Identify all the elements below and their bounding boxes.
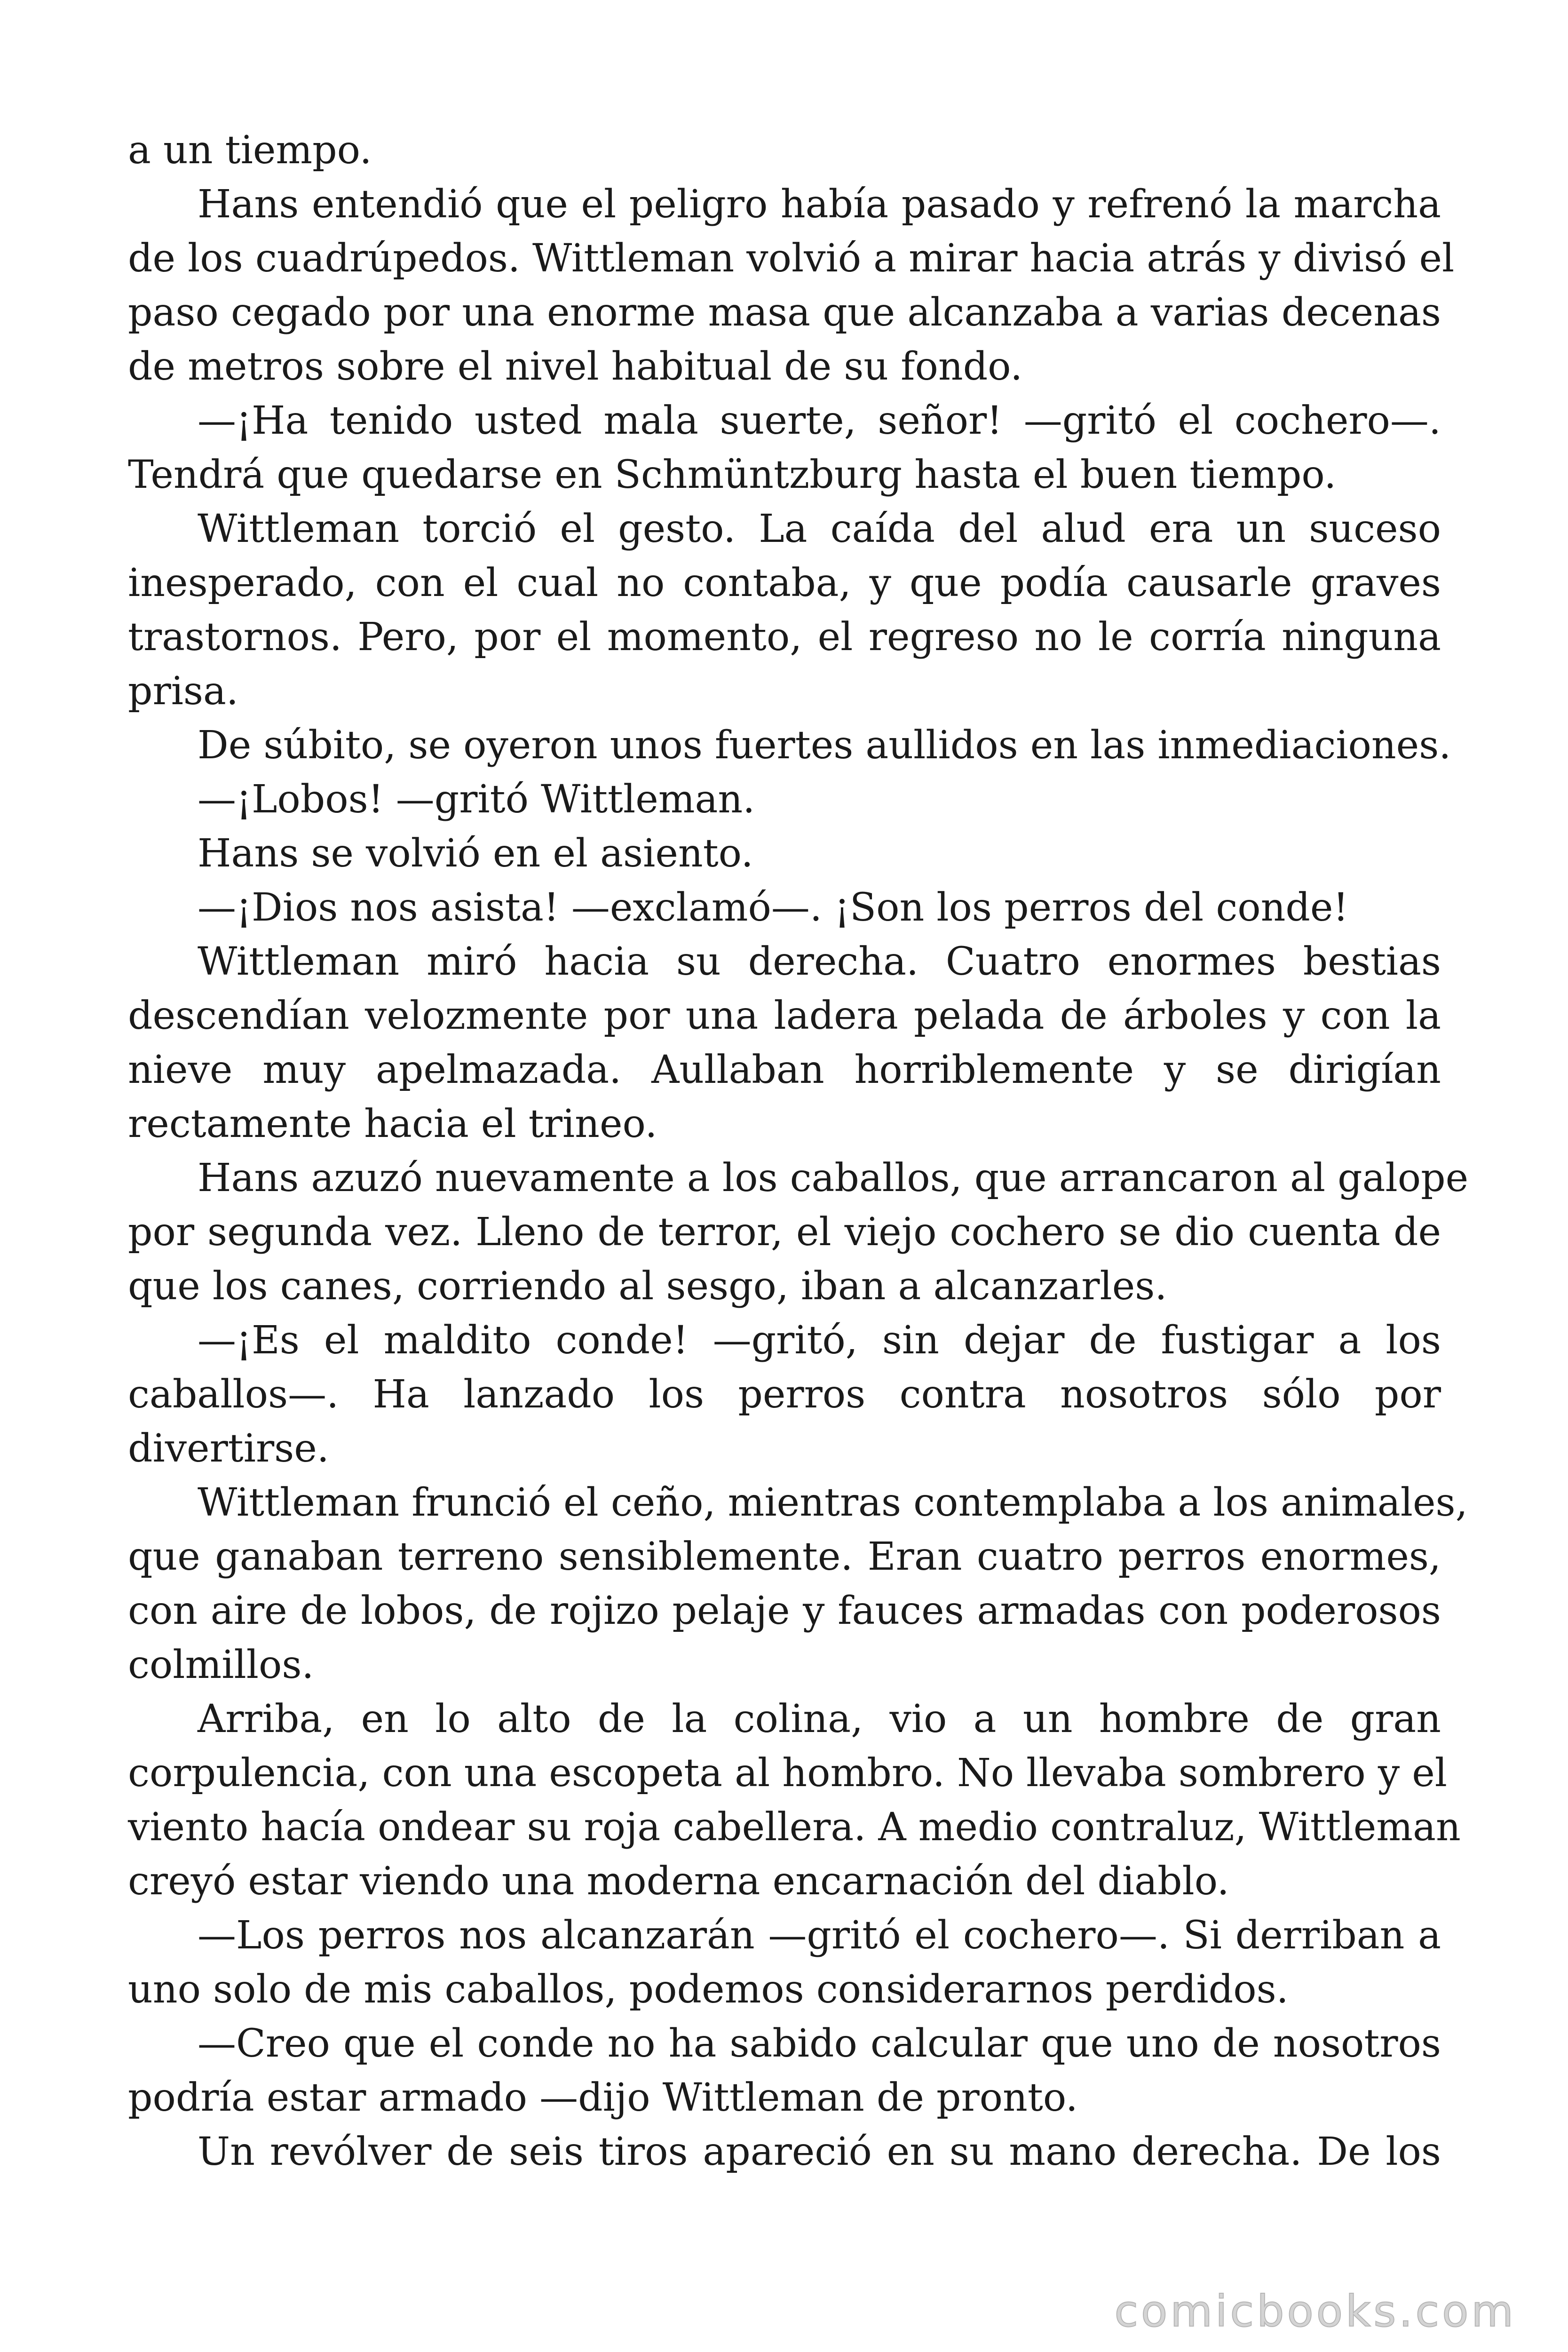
text-line: prisa. [128,669,238,714]
text-line: inesperado, con el cual no contaba, y que podía causarle graves [128,561,1441,605]
text-line: de metros sobre el nivel habitual de su fondo. [128,344,1023,389]
text-line: —¡Dios nos asista! —exclamó—. ¡Son los perros del conde! [198,885,1349,930]
text-line: que ganaban terreno sensiblemente. Eran cuatro perros enormes, [128,1534,1441,1579]
text-line: —¡Es el maldito conde! —gritó, sin dejar de fustigar a los [198,1318,1441,1363]
text-line: —¡Lobos! —gritó Wittleman. [198,777,755,822]
text-line: divertirse. [128,1426,329,1471]
text-line: uno solo de mis caballos, podemos considerarnos perdidos. [128,1967,1289,2012]
text-line: —Los perros nos alcanzarán —gritó el cochero—. Si derriban a [198,1913,1441,1958]
text-line: trastornos. Pero, por el momento, el regreso no le corría ninguna [128,615,1441,660]
text-line: paso cegado por una enorme masa que alcanzaba a varias decenas [128,290,1441,335]
text-line: Hans entendió que el peligro había pasado y refrenó la marcha [198,182,1441,227]
text-line: colmillos. [128,1643,314,1687]
text-line: creyó estar viendo una moderna encarnación del diablo. [128,1859,1229,1904]
text-line: rectamente hacia el trineo. [128,1102,657,1146]
text-line: Un revólver de seis tiros apareció en su mano derecha. De los [198,2130,1441,2174]
watermark: comicbooks.com [1114,2286,1516,2336]
text-line: Arriba, en lo alto de la colina, vio a un hombre de gran [198,1697,1441,1741]
text-line: que los canes, corriendo al sesgo, iban a alcanzarles. [128,1264,1167,1309]
text-line: podría estar armado —dijo Wittleman de pronto. [128,2075,1078,2120]
text-line: Hans se volvió en el asiento. [198,831,753,876]
text-line: con aire de lobos, de rojizo pelaje y fauces armadas con poderosos [128,1589,1441,1633]
body-text [128,123,1469,2179]
text-line: Wittleman miró hacia su derecha. Cuatro enormes bestias [198,939,1441,984]
text-line: a un tiempo. [128,128,372,173]
text-line: nieve muy apelmazada. Aullaban horriblemente y se dirigían [128,1048,1441,1092]
text-line: Wittleman torció el gesto. La caída del alud era un suceso [198,507,1441,551]
text-line: caballos—. Ha lanzado los perros contra nosotros sólo por [128,1372,1441,1417]
text-line: —Creo que el conde no ha sabido calcular que uno de nosotros [198,2021,1441,2066]
text-line: —¡Ha tenido usted mala suerte, señor! —gritó el cochero—. [198,398,1441,443]
text-line: Wittleman frunció el ceño, mientras contemplaba a los animales, [198,1480,1468,1525]
text-line: Tendrá que quedarse en Schmüntzburg hasta el buen tiempo. [128,453,1337,497]
text-line: corpulencia, con una escopeta al hombro. No llevaba sombrero y el [128,1751,1447,1796]
text-line: por segunda vez. Lleno de terror, el viejo cochero se dio cuenta de [128,1210,1441,1255]
text-line: descendían velozmente por una ladera pelada de árboles y con la [128,993,1441,1038]
text-line: viento hacía ondear su roja cabellera. A medio contraluz, Wittleman [128,1805,1461,1850]
text-line: de los cuadrúpedos. Wittleman volvió a mirar hacia atrás y divisó el [128,236,1455,281]
text-line: Hans azuzó nuevamente a los caballos, que arrancaron al galope [198,1156,1469,1200]
text-line: De súbito, se oyeron unos fuertes aullidos en las inmediaciones. [198,723,1451,768]
